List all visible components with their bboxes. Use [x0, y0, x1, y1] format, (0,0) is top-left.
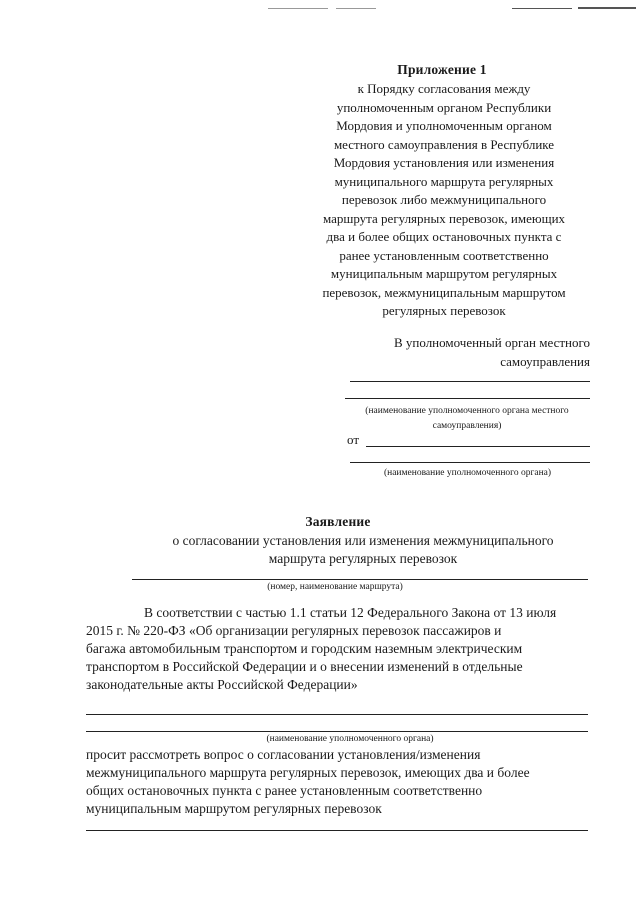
from-label: от	[347, 432, 360, 447]
fill-line	[345, 398, 590, 399]
sender-caption: (наименование уполномоченного органа)	[383, 468, 552, 478]
appendix-line: уполномоченным органом Республики	[336, 99, 552, 115]
fill-line	[350, 381, 590, 382]
route-caption: (номер, наименование маршрута)	[267, 582, 403, 592]
paragraph-line: 2015 г. № 220-ФЗ «Об организации регулярных перевозок пассажиров и	[86, 623, 502, 638]
body-paragraph	[86, 746, 591, 818]
appendix-title: Приложение 1	[397, 62, 487, 77]
appendix-line: муниципальным маршрутом регулярных	[330, 266, 558, 281]
subtitle-line: о согласовании установления или изменения межмуниципального	[172, 533, 554, 548]
paragraph-line: транспортом в Российской Федерации и о внесении изменений в отдельные	[86, 659, 523, 674]
addressee-to-line: В уполномоченный орган местного	[393, 335, 590, 350]
paragraph-line: просит рассмотреть вопрос о согласовании установления/изменения	[86, 747, 481, 762]
addressee-to-line: самоуправления	[500, 353, 590, 369]
appendix-reference	[298, 80, 590, 321]
fill-line	[350, 462, 590, 463]
fill-line	[86, 714, 588, 715]
paragraph-line: межмуниципального маршрута регулярных перевозок, имеющих два и более	[86, 765, 530, 780]
scan-artifact	[512, 8, 572, 9]
addressee-caption	[342, 404, 592, 434]
appendix-line: перевозок либо межмуниципального	[341, 192, 547, 207]
caption-line: самоуправления)	[432, 421, 502, 431]
scan-artifact	[268, 8, 328, 9]
statement-title: Заявление	[305, 514, 371, 529]
paragraph-line: законодательные акты Российской Федерации»	[86, 677, 358, 692]
scan-artifact	[336, 8, 376, 9]
appendix-line: регулярных перевозок	[382, 303, 506, 318]
scan-artifact	[578, 7, 636, 9]
fill-line	[132, 579, 588, 580]
body-paragraph	[86, 604, 591, 694]
appendix-line: муниципального маршрута регулярных	[334, 173, 554, 189]
paragraph-line: муниципальным маршрутом регулярных перевозок	[86, 801, 382, 816]
fill-line	[366, 446, 590, 447]
org-caption: (наименование уполномоченного органа)	[266, 734, 434, 744]
appendix-line: два и более общих остановочных пункта с	[326, 229, 562, 244]
appendix-line: ранее установленным соответственно	[339, 247, 549, 263]
appendix-line: местного самоуправления в Республике	[333, 136, 555, 152]
fill-line	[86, 830, 588, 831]
fill-line	[86, 731, 588, 732]
caption-line: (наименование уполномоченного органа местного	[365, 406, 569, 416]
appendix-line: перевозок, межмуниципальным маршрутом	[322, 284, 566, 300]
subtitle-line: маршрута регулярных перевозок	[268, 551, 458, 566]
paragraph-line: В соответствии с частью 1.1 статьи 12 Федерального Закона от 13 июля	[144, 605, 557, 620]
appendix-line: Мордовия установления или изменения	[333, 155, 555, 170]
paragraph-line: общих остановочных пункта с ранее установленным соответственно	[86, 783, 483, 798]
appendix-line: маршрута регулярных перевозок, имеющих	[322, 210, 566, 226]
addressee-to	[340, 334, 590, 371]
appendix-line: к Порядку согласования между	[357, 81, 531, 96]
paragraph-line: багажа автомобильным транспортом и городским наземным электрическим	[86, 641, 523, 656]
statement-subtitle	[128, 532, 598, 568]
appendix-line: Мордовия и уполномоченным органом	[336, 118, 552, 133]
